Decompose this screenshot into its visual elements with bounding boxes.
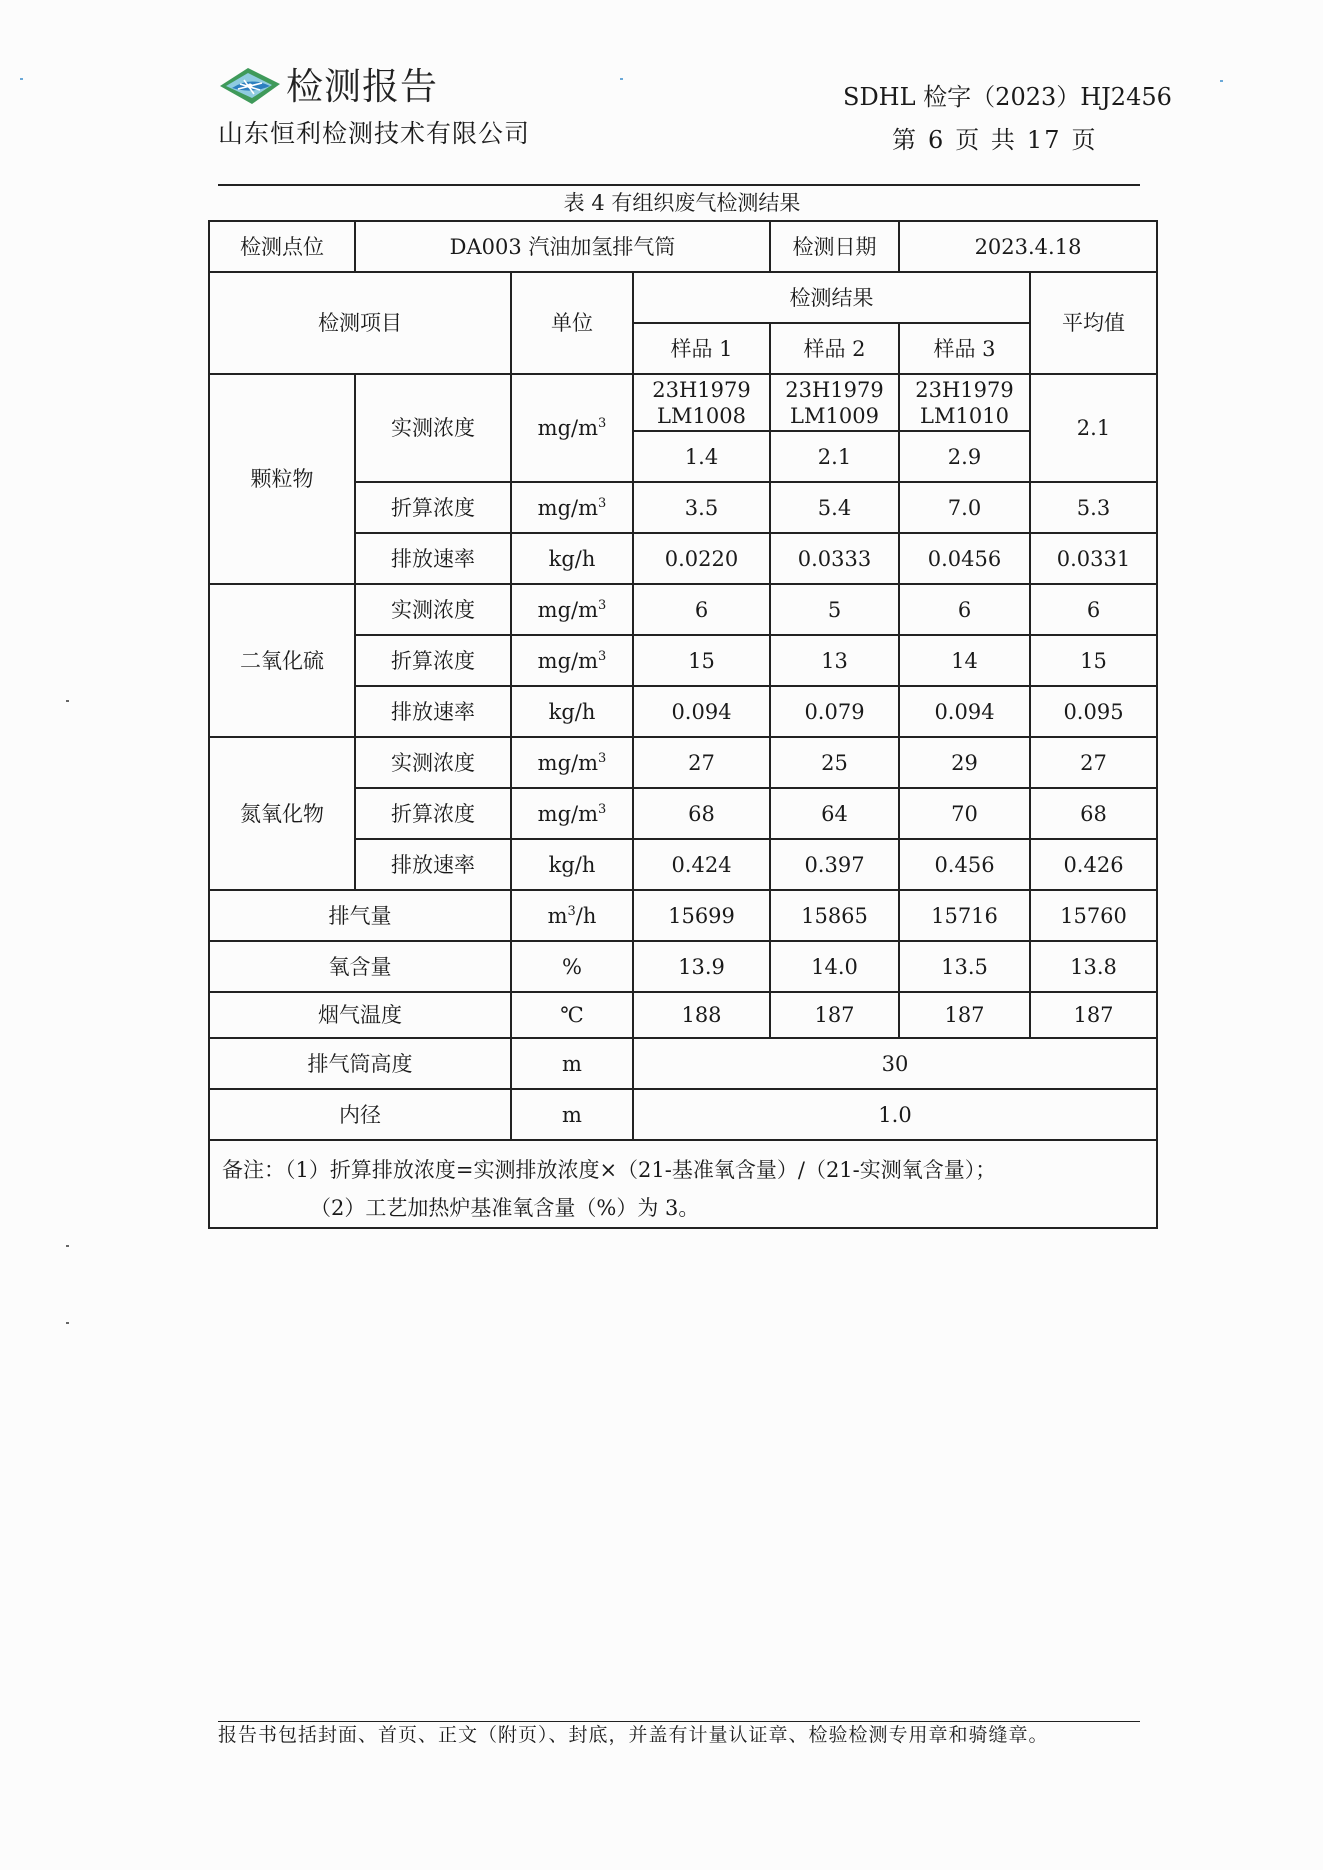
- param-name: 排气筒高度: [209, 1038, 511, 1089]
- scan-speck: [20, 78, 23, 80]
- unit-cell: [511, 374, 633, 482]
- scan-speck: [1220, 80, 1223, 82]
- header-sample-2: 样品 2: [770, 323, 899, 374]
- average-value: 0.095: [1030, 686, 1157, 737]
- unit-cell: [511, 533, 633, 584]
- param-name: 实测浓度: [355, 737, 511, 788]
- unit-cell: m: [511, 1089, 633, 1140]
- unit-superscript: 3: [598, 495, 607, 511]
- sample-value: 2.1: [770, 431, 899, 482]
- date-label: 检测日期: [770, 221, 899, 272]
- sample-value: 13.5: [899, 941, 1030, 992]
- unit-cell: [511, 737, 633, 788]
- data-row: [209, 584, 1157, 635]
- sample-value: 0.094: [899, 686, 1030, 737]
- unit-base: kg/h: [548, 699, 596, 724]
- unit-cell: %: [511, 941, 633, 992]
- average-value: 0.0331: [1030, 533, 1157, 584]
- average-value: 5.3: [1030, 482, 1157, 533]
- sample-value: 0.456: [899, 839, 1030, 890]
- sample-value: 0.079: [770, 686, 899, 737]
- sample-value: 15716: [899, 890, 1030, 941]
- sample-value: 15865: [770, 890, 899, 941]
- sample-value: 6: [899, 584, 1030, 635]
- sample-id-line: 23H1979: [652, 377, 751, 402]
- data-row: [209, 737, 1157, 788]
- average-value: 15760: [1030, 890, 1157, 941]
- header-divider: [218, 184, 1140, 186]
- page-number: 6: [928, 126, 946, 154]
- param-name: 内径: [209, 1089, 511, 1140]
- header-sample-1: 样品 1: [633, 323, 770, 374]
- unit-tail: /h: [575, 903, 597, 928]
- sample-id-1: [633, 374, 770, 431]
- sample-value: 2.9: [899, 431, 1030, 482]
- unit-base: mg/m: [537, 801, 599, 826]
- company-logo: [218, 64, 284, 108]
- average-value: 68: [1030, 788, 1157, 839]
- pollutant-name: 颗粒物: [209, 374, 355, 584]
- sample-value: 70: [899, 788, 1030, 839]
- sample-value: 68: [633, 788, 770, 839]
- table-caption: 表 4 有组织废气检测结果: [563, 191, 801, 215]
- sample-value: 25: [770, 737, 899, 788]
- average-value: 6: [1030, 584, 1157, 635]
- location-row: [209, 221, 1157, 272]
- header-sample-3: 样品 3: [899, 323, 1030, 374]
- sample-value: 27: [633, 737, 770, 788]
- sample-value: 15: [633, 635, 770, 686]
- sample-value: 187: [899, 992, 1030, 1038]
- param-name: 烟气温度: [209, 992, 511, 1038]
- sample-value: 13.9: [633, 941, 770, 992]
- sample-value: 13: [770, 635, 899, 686]
- pollutant-name: 氮氧化物: [209, 737, 355, 890]
- note-1: （1）折算排放浓度=实测排放浓度×（21-基准氧含量）/（21-实测氧含量）；: [285, 1158, 997, 1182]
- average-value: 187: [1030, 992, 1157, 1038]
- unit-base: kg/h: [548, 852, 596, 877]
- scan-speck: [66, 1322, 69, 1324]
- sample-id-line: LM1008: [657, 403, 746, 428]
- page-prefix: 第: [892, 126, 918, 154]
- sample-value: 6: [633, 584, 770, 635]
- location-value: DA003 汽油加氢排气筒: [355, 221, 770, 272]
- footer-note: 报告书包括封面、首页、正文（附页）、封底，并盖有计量认证章、检验检测专用章和骑缝章。: [218, 1724, 1049, 1746]
- unit-cell: [511, 686, 633, 737]
- scan-speck: [66, 1245, 69, 1247]
- unit-cell: ℃: [511, 992, 633, 1038]
- sample-value: 15699: [633, 890, 770, 941]
- unit-cell: [511, 584, 633, 635]
- sample-value: 5.4: [770, 482, 899, 533]
- param-name: 排放速率: [355, 839, 511, 890]
- page-mid: 页 共: [955, 126, 1017, 154]
- sample-id-2: [770, 374, 899, 431]
- pollutant-name: 二氧化硫: [209, 584, 355, 737]
- unit-cell: [511, 635, 633, 686]
- unit-base: mg/m: [537, 597, 599, 622]
- sample-value: 0.0220: [633, 533, 770, 584]
- param-name: 实测浓度: [355, 584, 511, 635]
- unit-cell: m: [511, 1038, 633, 1089]
- sample-value: 0.0456: [899, 533, 1030, 584]
- param-name: 折算浓度: [355, 635, 511, 686]
- report-number: SDHL 检字（2023）HJ2456: [843, 83, 1172, 111]
- unit-cell: [511, 890, 633, 941]
- merged-value: 30: [633, 1038, 1157, 1089]
- sample-id-line: 23H1979: [785, 377, 884, 402]
- param-name: 折算浓度: [355, 788, 511, 839]
- report-brand-title: 检测报告: [286, 65, 438, 108]
- sample-value: 3.5: [633, 482, 770, 533]
- average-value: 2.1: [1030, 374, 1157, 482]
- sample-id-line: LM1010: [920, 403, 1009, 428]
- oxygen-content-row: [209, 941, 1157, 992]
- sample-id-line: 23H1979: [915, 377, 1014, 402]
- inner-diameter-row: [209, 1089, 1157, 1140]
- unit-cell: [511, 839, 633, 890]
- unit-base: mg/m: [537, 495, 599, 520]
- flue-gas-temperature-row: [209, 992, 1157, 1038]
- header-row-1: [209, 272, 1157, 323]
- sample-value: 14: [899, 635, 1030, 686]
- sample-value: 188: [633, 992, 770, 1038]
- unit-superscript: 3: [598, 648, 607, 664]
- scan-speck: [66, 700, 69, 702]
- notes-label: 备注：: [222, 1158, 285, 1182]
- header-average: 平均值: [1030, 272, 1157, 374]
- page-suffix: 页: [1071, 126, 1098, 154]
- sample-id-3: [899, 374, 1030, 431]
- param-name: 折算浓度: [355, 482, 511, 533]
- particulate-sample-id-row: [209, 374, 1157, 431]
- sample-value: 14.0: [770, 941, 899, 992]
- param-name: 氧含量: [209, 941, 511, 992]
- unit-cell: [511, 788, 633, 839]
- sample-value: 7.0: [899, 482, 1030, 533]
- unit-base: mg/m: [537, 416, 599, 440]
- sample-value: 0.397: [770, 839, 899, 890]
- average-value: 15: [1030, 635, 1157, 686]
- sample-value: 29: [899, 737, 1030, 788]
- unit-superscript: 3: [598, 597, 607, 613]
- sample-value: 0.424: [633, 839, 770, 890]
- company-name: 山东恒利检测技术有限公司: [218, 119, 531, 148]
- note-2: （2）工艺加热炉基准氧含量（%）为 3。: [310, 1196, 700, 1220]
- unit-base: m: [547, 903, 568, 928]
- stack-height-row: [209, 1038, 1157, 1089]
- emission-results-table: [208, 220, 1158, 1229]
- header-results: 检测结果: [633, 272, 1030, 323]
- param-name: 排放速率: [355, 533, 511, 584]
- notes-cell: [209, 1140, 1157, 1228]
- note-line-1: [222, 1151, 1146, 1189]
- sample-value: 0.094: [633, 686, 770, 737]
- sample-value: 64: [770, 788, 899, 839]
- sample-value: 5: [770, 584, 899, 635]
- page-total: 17: [1026, 126, 1062, 154]
- notes-row: [209, 1140, 1157, 1228]
- unit-base: kg/h: [548, 546, 596, 571]
- sample-value: 0.0333: [770, 533, 899, 584]
- location-label: 检测点位: [209, 221, 355, 272]
- unit-superscript: 3: [567, 903, 576, 919]
- sample-value: 187: [770, 992, 899, 1038]
- scan-speck: [620, 78, 623, 80]
- unit-superscript: 3: [598, 750, 607, 766]
- average-value: 0.426: [1030, 839, 1157, 890]
- exhaust-volume-row: [209, 890, 1157, 941]
- param-name: 排气量: [209, 890, 511, 941]
- unit-superscript: 3: [598, 801, 607, 817]
- sample-id-line: LM1009: [790, 403, 879, 428]
- unit-base: mg/m: [537, 648, 599, 673]
- header-item: 检测项目: [209, 272, 511, 374]
- average-value: 13.8: [1030, 941, 1157, 992]
- header-unit: 单位: [511, 272, 633, 374]
- unit-superscript: 3: [598, 416, 607, 431]
- date-value: 2023.4.18: [899, 221, 1157, 272]
- page-indicator: [892, 124, 1097, 156]
- param-name: 实测浓度: [355, 374, 511, 482]
- param-name: 排放速率: [355, 686, 511, 737]
- unit-cell: [511, 482, 633, 533]
- average-value: 27: [1030, 737, 1157, 788]
- merged-value: 1.0: [633, 1089, 1157, 1140]
- sample-value: 1.4: [633, 431, 770, 482]
- unit-base: mg/m: [537, 750, 599, 775]
